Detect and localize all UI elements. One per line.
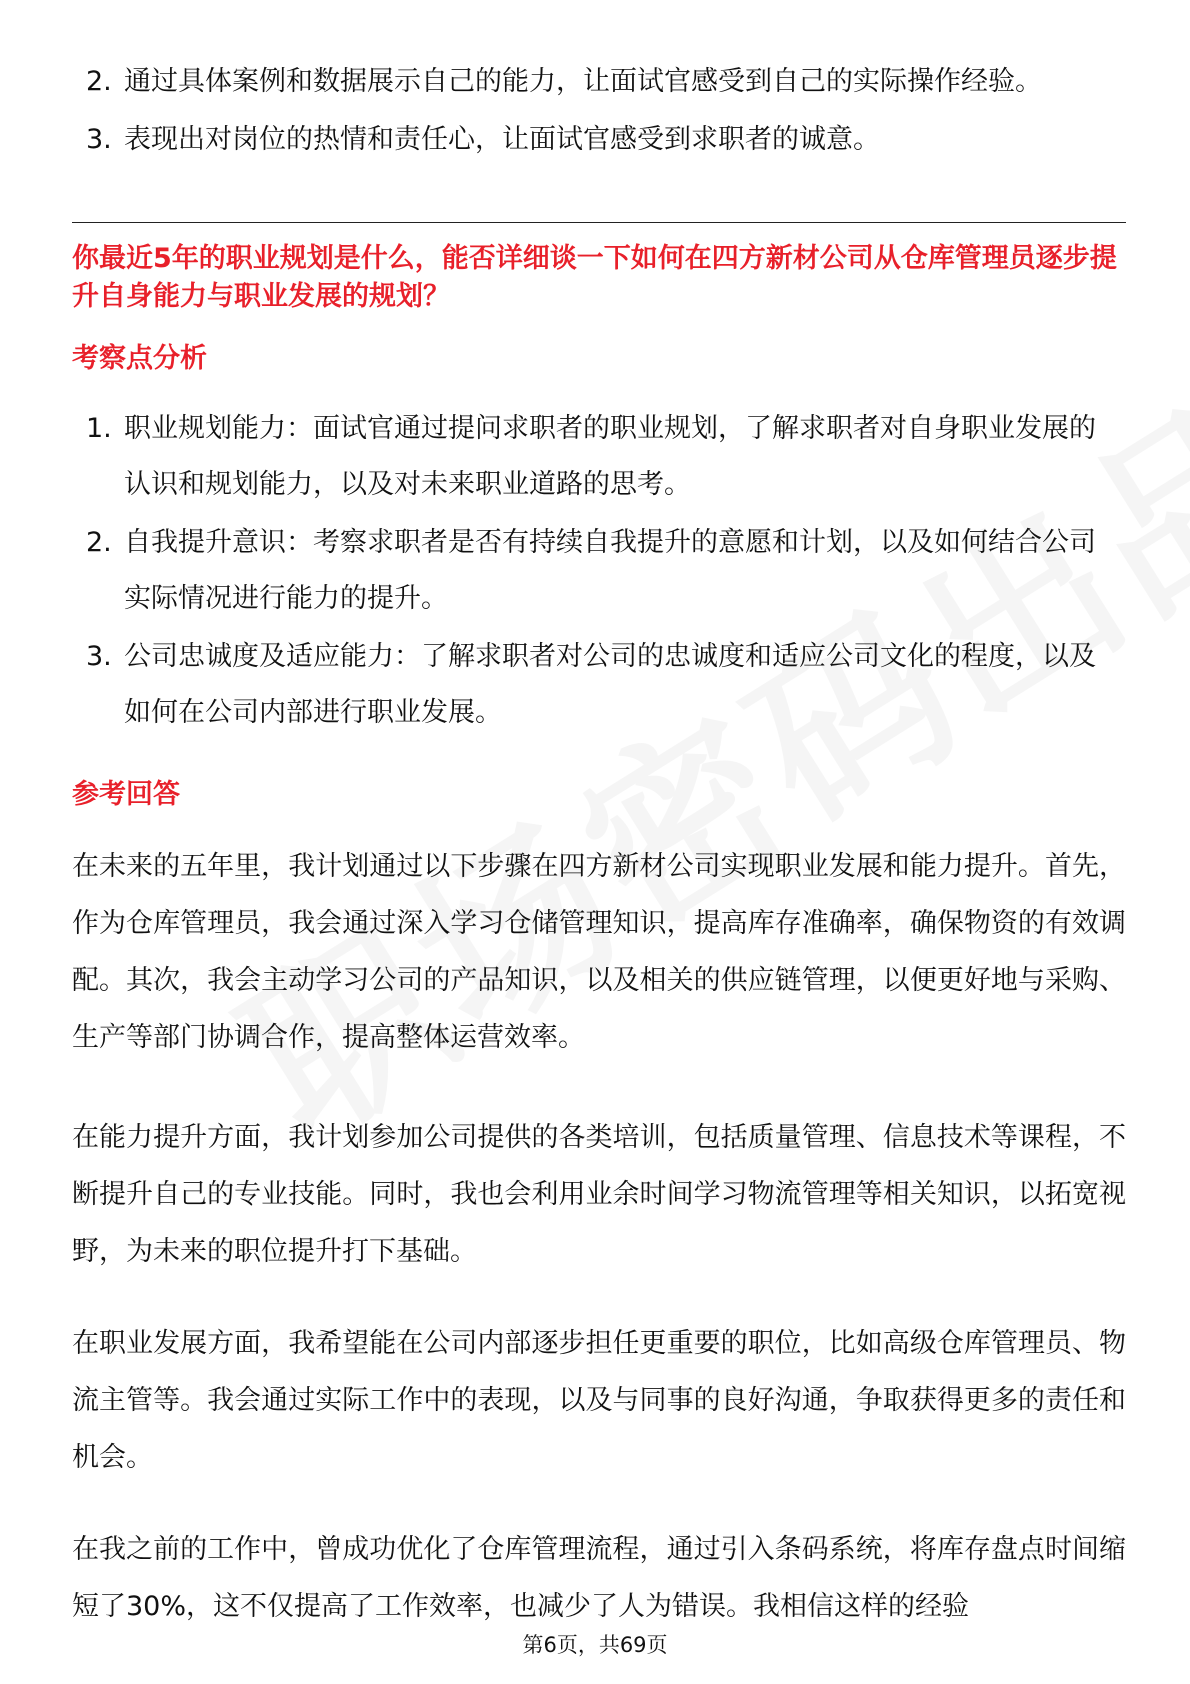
list-item <box>72 629 1112 741</box>
list-item <box>72 515 1112 627</box>
interview-question: 你最近5年的职业规划是什么，能否详细谈一下如何在四方新材公司从仓库管理员逐步提升自身能力与职业发展的规划？ <box>72 243 1117 312</box>
list-item-number: 3. <box>86 124 112 155</box>
list-item-number: 3. <box>86 641 112 672</box>
answer-paragraph: 在未来的五年里，我计划通过以下步骤在四方新材公司实现职业发展和能力提升。首先，作为仓库管理员，我会通过深入学习仓储管理知识，提高库存准确率，确保物资的有效调配。其次，我会主动学习公司的产品知识，以及相关的供应链管理，以便更好地与采购、生产等部门协调合作，提高整体运营效率。 <box>72 851 1126 1053</box>
list-item-number: 2. <box>86 66 112 97</box>
analysis-heading: 考察点分析 <box>72 343 207 374</box>
previous-answer-list <box>72 54 1112 170</box>
list-item <box>72 112 1112 168</box>
list-item-text: 职业规划能力：面试官通过提问求职者的职业规划，了解求职者对自身职业发展的认识和规划能力，以及对未来职业道路的思考。 <box>124 413 1096 500</box>
answer-paragraph: 在我之前的工作中，曾成功优化了仓库管理流程，通过引入条码系统，将库存盘点时间缩短了30%，这不仅提高了工作效率，也减少了人为错误。我相信这样的经验 <box>72 1534 1126 1622</box>
answer-heading: 参考回答 <box>72 779 180 810</box>
list-item-text: 通过具体案例和数据展示自己的能力，让面试官感受到自己的实际操作经验。 <box>124 66 1042 97</box>
analysis-list <box>72 401 1112 743</box>
answer-paragraph: 在能力提升方面，我计划参加公司提供的各类培训，包括质量管理、信息技术等课程，不断提升自己的专业技能。同时，我也会利用业余时间学习物流管理等相关知识，以拓宽视野，为未来的职位提升打下基础。 <box>72 1122 1126 1267</box>
list-item-number: 2. <box>86 527 112 558</box>
list-item <box>72 401 1112 513</box>
list-item-text: 公司忠诚度及适应能力：了解求职者对公司的忠诚度和适应公司文化的程度，以及如何在公司内部进行职业发展。 <box>124 641 1096 728</box>
list-item-number: 1. <box>86 413 112 444</box>
answer-paragraph: 在职业发展方面，我希望能在公司内部逐步担任更重要的职位，比如高级仓库管理员、物流主管等。我会通过实际工作中的表现，以及与同事的良好沟通，争取获得更多的责任和机会。 <box>72 1328 1126 1473</box>
section-divider <box>72 222 1126 223</box>
page-footer: 第6页，共69页 <box>522 1633 668 1657</box>
list-item-text: 表现出对岗位的热情和责任心，让面试官感受到求职者的诚意。 <box>124 124 880 155</box>
list-item-text: 自我提升意识：考察求职者是否有持续自我提升的意愿和计划，以及如何结合公司实际情况进行能力的提升。 <box>124 527 1096 614</box>
list-item <box>72 54 1112 110</box>
